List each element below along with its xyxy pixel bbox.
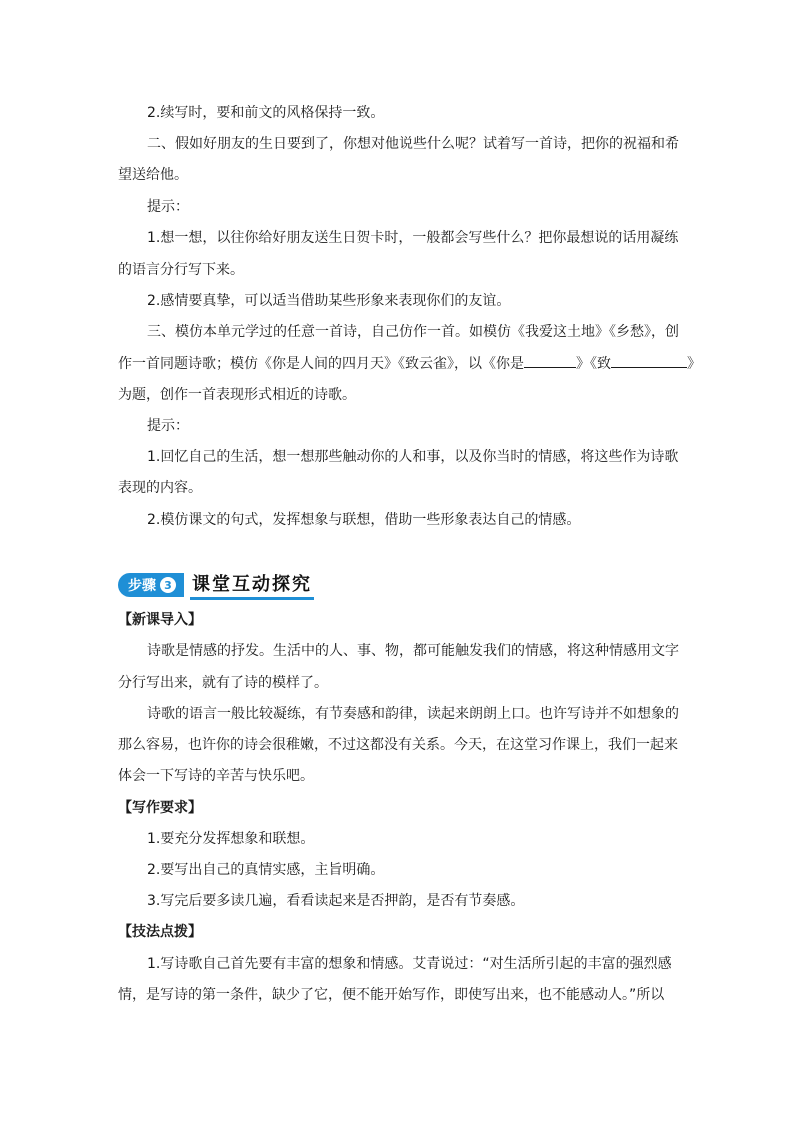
list-item: 2.要写出自己的真情实感，主旨明确。 bbox=[147, 862, 385, 878]
step-title: 课堂互动探究 bbox=[190, 570, 314, 600]
section-title: 【新课导入】 bbox=[118, 612, 202, 628]
step-banner bbox=[118, 572, 314, 598]
text-line: 表现的内容。 bbox=[118, 480, 202, 496]
step-badge bbox=[118, 573, 184, 597]
text-line: 二、假如好朋友的生日要到了，你想对他说些什么呢？试着写一首诗，把你的祝福和希 bbox=[147, 136, 679, 152]
text-line: 望送给他。 bbox=[118, 167, 188, 183]
text-line: 诗歌的语言一般比较凝练，有节奏感和韵律，读起来朗朗上口。也许写诗并不如想象的 bbox=[147, 706, 679, 722]
fill-blank-2 bbox=[611, 353, 687, 368]
text-line: 诗歌是情感的抒发。生活中的人、事、物，都可能触发我们的情感，将这种情感用文字 bbox=[147, 643, 679, 659]
text-line: 为题，创作一首表现形式相近的诗歌。 bbox=[118, 387, 356, 403]
text-line: 2.续写时，要和前文的风格保持一致。 bbox=[147, 105, 385, 121]
section-title: 【写作要求】 bbox=[118, 800, 202, 816]
list-item: 3.写完后要多读几遍，看看读起来是否押韵，是否有节奏感。 bbox=[147, 893, 525, 909]
text-line: 三、模仿本单元学过的任意一首诗，自己仿作一首。如模仿《我爱这土地》《乡愁》，创 bbox=[147, 324, 679, 340]
text-line: 2.感情要真挚，可以适当借助某些形象来表现你们的友谊。 bbox=[147, 293, 511, 309]
text-line: 1.写诗歌自己首先要有丰富的想象和情感。艾青说过：“对生活所引起的丰富的强烈感 bbox=[147, 956, 672, 972]
text-line: 那么容易，也许你的诗会很稚嫩，不过这都没有关系。今天，在这堂习作课上，我们一起来 bbox=[118, 737, 678, 753]
text-segment: 》 bbox=[687, 356, 701, 372]
list-item: 1.要充分发挥想象和联想。 bbox=[147, 831, 315, 847]
text-line: 的语言分行写下来。 bbox=[118, 262, 244, 278]
text-line: 2.模仿课文的句式，发挥想象与联想，借助一些形象表达自己的情感。 bbox=[147, 512, 581, 528]
text-line: 情，是写诗的第一条件，缺少了它，便不能开始写作，即使写出来，也不能感动人。”所以 bbox=[118, 987, 665, 1003]
fill-blank-1 bbox=[524, 353, 576, 368]
text-line: 提示： bbox=[147, 199, 189, 215]
text-segment: 》《致 bbox=[576, 356, 611, 372]
text-line bbox=[118, 353, 701, 374]
step-label: 步骤 bbox=[128, 578, 156, 594]
text-line: 1.想一想，以往你给好朋友送生日贺卡时，一般都会写些什么？把你最想说的话用凝练 bbox=[147, 230, 679, 246]
step-number-icon: 3 bbox=[160, 577, 176, 593]
text-segment: 作一首同题诗歌；模仿《你是人间的四月天》《致云雀》，以《你是 bbox=[118, 356, 524, 372]
text-line: 体会一下写诗的辛苦与快乐吧。 bbox=[118, 768, 314, 784]
section-title: 【技法点拨】 bbox=[118, 924, 202, 940]
text-line: 分行写出来，就有了诗的模样了。 bbox=[118, 675, 328, 691]
text-line: 提示： bbox=[147, 418, 189, 434]
text-line: 1.回忆自己的生活，想一想那些触动你的人和事，以及你当时的情感，将这些作为诗歌 bbox=[147, 449, 679, 465]
